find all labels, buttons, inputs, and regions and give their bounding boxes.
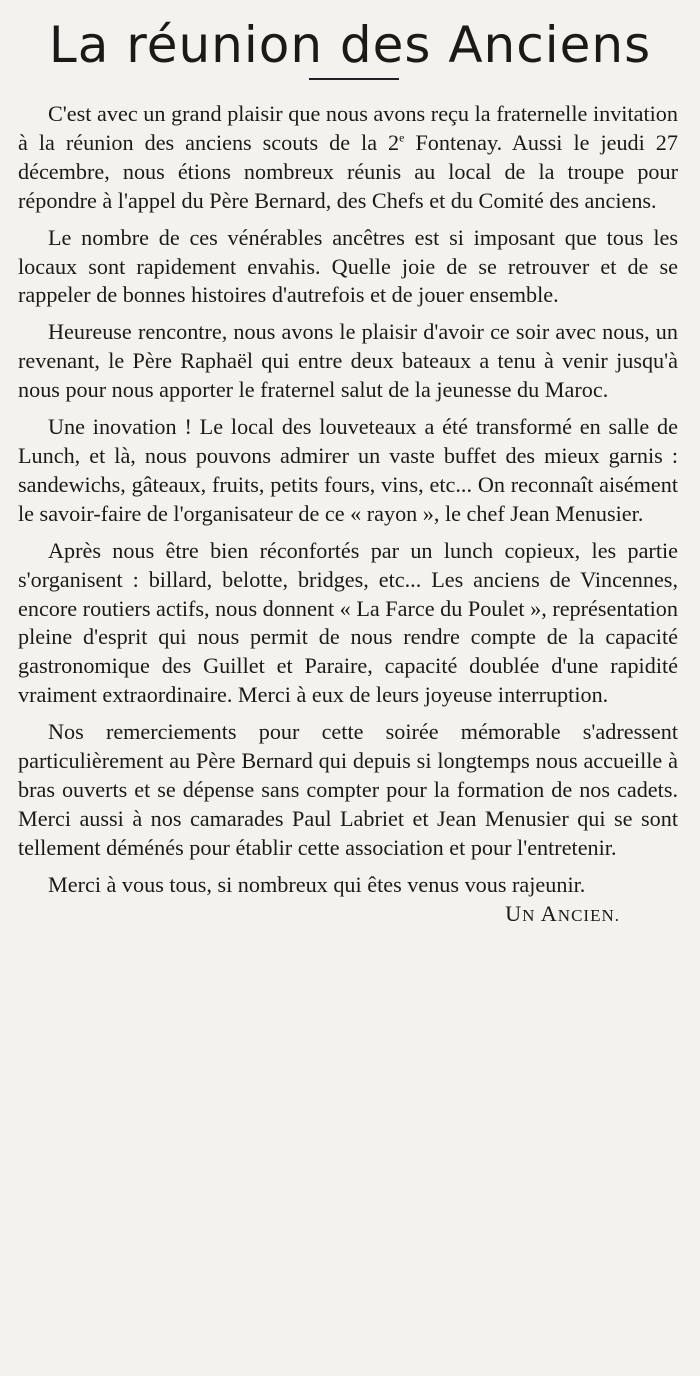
article-body — [18, 100, 678, 930]
title-divider — [309, 78, 399, 80]
signature — [475, 900, 620, 931]
paragraph-7-text: Merci à vous tous, si nombreux qui êtes venus vous rajeunir. — [48, 871, 586, 897]
signature-n: N — [522, 905, 536, 925]
paragraph-1-text-a: C'est avec un grand plaisir que nous avons reçu la fraternelle invitation à la réunion des anciens scouts de la 2 — [18, 101, 678, 155]
paragraph-1-text-b: Fontenay. Aussi le jeudi 27 décembre, nous étions nombreux réunis au local de la troupe pour répondre à l'appel du Père Bernard, des Chefs et du Comité des anciens. — [18, 129, 678, 213]
paragraph-2: Le nombre de ces vénérables ancêtres est si imposant que tous les locaux sont rapidement envahis. Quelle joie de se retrouver et de se rappeler de bonnes histoires d'autrefois et de jouer ensemble. — [18, 224, 678, 308]
paragraph-3: Heureuse rencontre, nous avons le plaisir d'avoir ce soir avec nous, un revenant, le Père Raphaël qui entre deux bateaux a tenu à venir jusqu'à nous pour nous apporter le fraternel salut de la jeunesse du Maroc. — [18, 319, 678, 403]
signature-u: U — [505, 900, 523, 926]
paragraph-5: Après nous être bien réconfortés par un lunch copieux, les partie s'organisent : billard, belotte, bridges, etc... Les anciens de Vincennes, encore routiers actifs, nous donnent « La Farce du Poulet », représentation pleine d'esprit qui nous permit de nous rendre compte de la capacité gastronomique des Guillet et Paraire, capacité doublée d'une rapidité vraiment extraordinaire. Merci à eux de leurs joyeuse interruption. — [18, 537, 678, 708]
paragraph-6: Nos remerciements pour cette soirée mémorable s'adressent particulièrement au Père Bernard qui depuis si longtemps nous accueille à bras ouverts et se dépense sans compter pour la formation de nos cadets. Merci aussi à nos camarades Paul Labriet et Jean Menusier qui se sont tellement déménés pour établir cette association et pour l'entretenir. — [18, 719, 678, 860]
signature-a: A — [540, 900, 558, 926]
paragraph-7 — [18, 871, 678, 926]
paragraph-1 — [18, 100, 678, 216]
signature-ncien: NCIEN. — [557, 905, 620, 925]
ordinal-superscript: e — [399, 130, 405, 145]
paragraph-4: Une inovation ! Le local des louveteaux a été transformé en salle de Lunch, et là, nous pouvons admirer un vaste buffet des mieux garnis : sandewichs, gâteaux, fruits, petits fours, vins, etc... On reconnaît aisément le savoir-faire de l'organisateur de ce « rayon », le chef Jean Menusier. — [18, 414, 678, 526]
article-title: La réunion des Anciens — [48, 16, 652, 74]
